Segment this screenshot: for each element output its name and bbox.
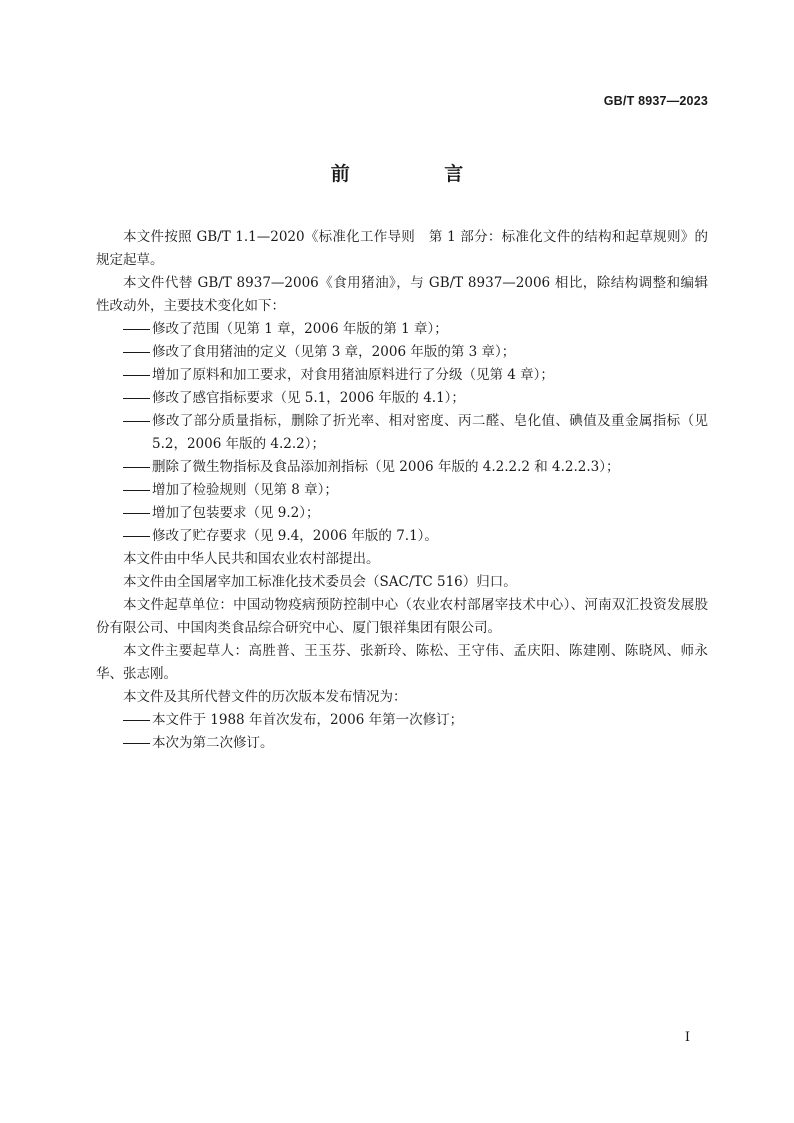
paragraph-replacement: 本文件代替 GB/T 8937—2006《食用猪油》，与 GB/T 8937—2006 相比，除结构调整和编辑性改动外，主要技术变化如下： bbox=[96, 275, 708, 314]
document-body bbox=[96, 226, 708, 755]
change-item: 修改了食用猪油的定义（见第 3 章，2006 年版的第 3 章）； bbox=[96, 341, 708, 364]
statement-committee: 本文件由全国屠宰加工标准化技术委员会（SAC/TC 516）归口。 bbox=[123, 574, 517, 590]
paragraph-drafting-rules: 本文件按照 GB/T 1.1—2020《标准化工作导则 第 1 部分：标准化文件的结构和起草规则》的规定起草。 bbox=[96, 229, 708, 268]
change-item: 增加了包装要求（见 9.2）； bbox=[96, 502, 708, 525]
statement-drafting-units: 本文件起草单位：中国动物疫病预防控制中心（农业农村部屠宰技术中心）、河南双汇投资发展股份有限公司、中国肉类食品综合研究中心、厦门银祥集团有限公司。 bbox=[96, 597, 708, 636]
change-item: 增加了原料和加工要求，对食用猪油原料进行了分级（见第 4 章）； bbox=[96, 364, 708, 387]
change-item: 修改了贮存要求（见 9.4，2006 年版的 7.1）。 bbox=[96, 525, 708, 548]
history-item: 本次为第二次修订。 bbox=[96, 732, 708, 755]
statement-history-intro: 本文件及其所代替文件的历次版本发布情况为： bbox=[123, 689, 407, 705]
history-item: 本文件于 1988 年首次发布，2006 年第一次修订； bbox=[96, 709, 708, 732]
statement-proposer: 本文件由中华人民共和国农业农村部提出。 bbox=[123, 551, 380, 567]
statement-drafters: 本文件主要起草人：高胜普、王玉芬、张新玲、陈松、王守伟、孟庆阳、陈建刚、陈晓风、师永华、张志刚。 bbox=[96, 643, 708, 682]
change-item: 删除了微生物指标及食品添加剂指标（见 2006 年版的 4.2.2.2 和 4.2.2.3）； bbox=[96, 456, 708, 479]
page-number: I bbox=[684, 1030, 690, 1045]
change-item: 修改了感官指标要求（见 5.1，2006 年版的 4.1）； bbox=[96, 387, 708, 410]
standard-code: GB/T 8937—2023 bbox=[603, 94, 708, 108]
change-item: 修改了范围（见第 1 章，2006 年版的第 1 章）； bbox=[96, 318, 708, 341]
change-item: 增加了检验规则（见第 8 章）； bbox=[96, 479, 708, 502]
page-title: 前 言 bbox=[330, 163, 508, 185]
change-item: 修改了部分质量指标，删除了折光率、相对密度、丙二醛、皂化值、碘值及重金属指标（见 5.2，2006 年版的 4.2.2）； bbox=[96, 410, 708, 456]
